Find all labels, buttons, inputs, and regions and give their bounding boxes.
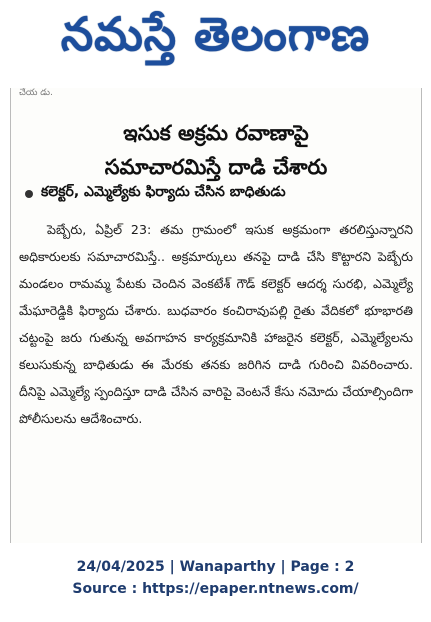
article-paragraph: పెబ్బేరు, ఏప్రిల్ 23: తమ గ్రామంలో ఇసుక అక్రమంగా తరలిస్తున్నారని అధికారులకు సమాచారమిస్తే.. అక్రమార్కులు తనపై దాడి చేసి కొట్టారని పెబ్బేరు మండలం రామమ్మ పేటకు చెందిన వెంకటేశ్ గౌడ్ కలెక్టర్ ఆదర్శ సురభి, ఎమ్మెల్యే మేఘారెడ్డికి ఫిర్యాదు చేశారు. బుధవారం కంచిరావుపల్లి రైతు వేదికలో భూభారతి చట్టంపై జరు గుతున్న అవగాహన కార్యక్రమానికి హాజరైన కలెక్టర్, ఎమ్మెల్యేలను కలుసుకున్న బాధితుడు ఈ మేరకు తనకు జరిగిన దాడి గురించి వివరించారు. దీనిపై ఎమ్మెల్యే స్పందిస్తూ దాడి చేసిన వారిపై వెంటనే కేసు నమోదు చేయాల్సిందిగా పోలీసులను ఆదేశించారు. — [19, 222, 413, 426]
news-clipping — [10, 88, 422, 543]
headline — [11, 116, 421, 184]
clip-footer — [0, 556, 431, 600]
subheadline-text: కలెక్టర్, ఎమ్మెల్యేకు ఫిర్యాదు చేసిన బాధితుడు — [41, 184, 286, 200]
bullet-icon — [25, 190, 33, 198]
subheadline — [25, 184, 415, 203]
masthead — [0, 0, 431, 80]
date-edition-page: 24/04/2025 | Wanaparthy | Page : 2 — [76, 559, 355, 575]
newspaper-logo: నమస్తే తెలంగాణ — [60, 7, 371, 61]
source-link[interactable]: Source : https://epaper.ntnews.com/ — [72, 581, 359, 597]
headline-line-2: సమాచారమిస్తే దాడి చేశారు — [104, 155, 328, 180]
headline-line-1: ఇసుక అక్రమ రవాణాపై — [123, 121, 309, 146]
cutoff-text: చేయ డు. — [19, 88, 53, 98]
article-body — [19, 216, 413, 432]
